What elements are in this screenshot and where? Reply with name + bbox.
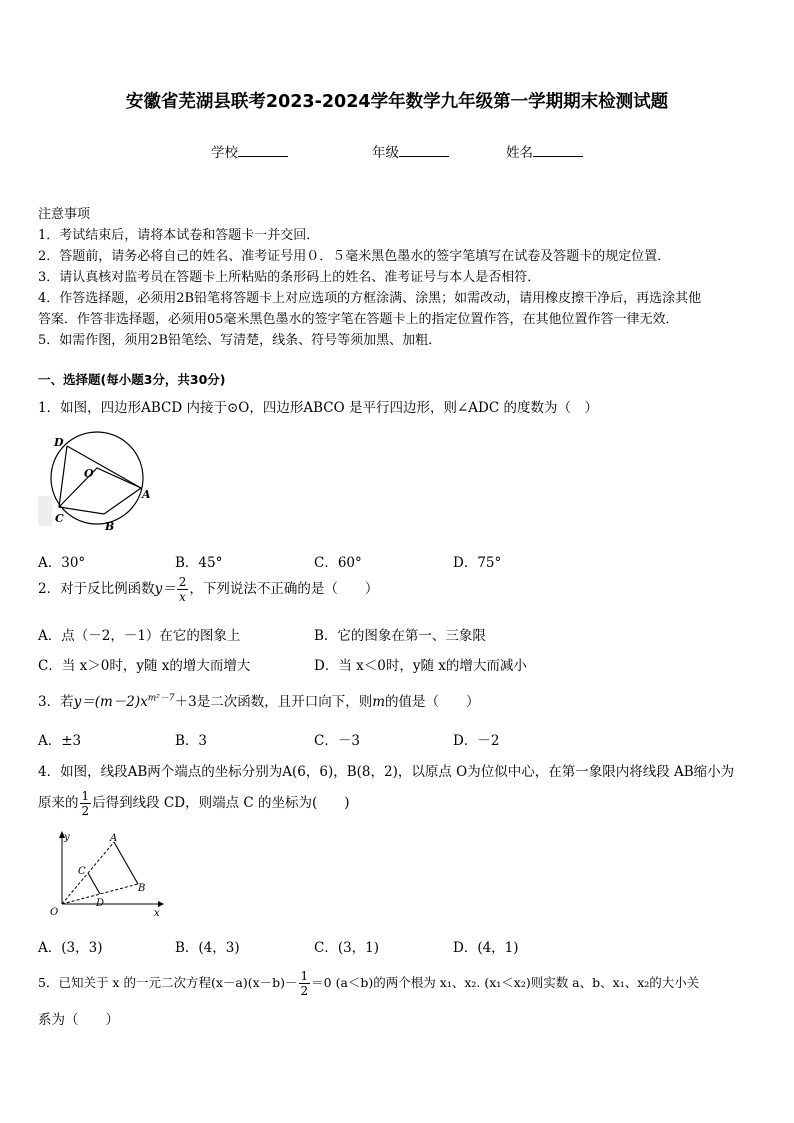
name-blank bbox=[533, 144, 583, 157]
q5-frac-num: 1 bbox=[300, 969, 309, 983]
q2-option-c: C．当 x＞0时，y随 x的增大而增大 bbox=[38, 658, 251, 674]
q4-stem-line2-prefix: 原来的 bbox=[38, 795, 79, 811]
label-a: A bbox=[142, 488, 151, 501]
label-d: D bbox=[96, 898, 105, 909]
scan-smudge bbox=[38, 496, 52, 526]
quad-abcd bbox=[59, 446, 141, 514]
notice-item-1: 1．考试结束后，请将本试卷和答题卡一并交回． bbox=[38, 228, 320, 243]
notice-item-5: 5．如需作图，须用2B铅笔绘、写清楚，线条、符号等须加黑、加粗． bbox=[38, 333, 442, 348]
label-o: O bbox=[50, 907, 59, 918]
q4-frac-num: 1 bbox=[81, 789, 90, 803]
notice-item-2: 2．答题前，请务必将自己的姓名、准考证号用０．５毫米黑色墨水的签字笔填写在试卷及答题卡的规定位置． bbox=[38, 249, 671, 264]
q4-stem-line2 bbox=[38, 790, 350, 817]
name-label: 姓名 bbox=[506, 145, 533, 161]
q1-option-a: A．30° bbox=[38, 555, 86, 571]
q1-option-b: B．45° bbox=[175, 555, 223, 571]
grade-field bbox=[372, 141, 449, 161]
label-b: B bbox=[138, 883, 146, 894]
school-field bbox=[211, 141, 288, 161]
label-c: C bbox=[78, 866, 86, 877]
segment-ab bbox=[114, 842, 138, 884]
q5-stem-line2: 系为（ ） bbox=[38, 1012, 119, 1028]
notice-heading: 注意事项 bbox=[38, 207, 91, 222]
q3-option-d: D．－2 bbox=[453, 733, 500, 749]
q5-stem-prefix: 5．已知关于 x 的一元二次方程 bbox=[38, 975, 211, 990]
school-label: 学校 bbox=[211, 145, 238, 161]
page-title: 安徽省芜湖县联考2023-2024学年数学九年级第一学期期末检测试题 bbox=[125, 92, 669, 112]
q2-stem-suffix: ，下列说法不正确的是（ ） bbox=[189, 581, 379, 597]
q2-stem bbox=[38, 576, 378, 603]
q4-option-c: C．(3，1) bbox=[314, 940, 380, 956]
name-field bbox=[506, 141, 583, 161]
q4-frac-den: 2 bbox=[81, 804, 90, 818]
q5-stem-mid: 的两个根为 x₁、x₂. (x₁＜x₂)则实数 a、b、x₁、x₂的大小关 bbox=[373, 975, 700, 990]
label-d: D bbox=[54, 436, 64, 449]
q5-stem bbox=[38, 970, 699, 997]
label-x: x bbox=[154, 908, 160, 919]
q3-formula-base: y＝(m－2)x bbox=[73, 694, 148, 710]
q4-coordinate-figure bbox=[38, 828, 168, 920]
q4-fraction bbox=[80, 790, 92, 817]
q1-option-d: D．75° bbox=[453, 555, 502, 571]
q2-frac-den: x bbox=[179, 590, 186, 604]
q4-option-b: B．(4，3) bbox=[175, 940, 240, 956]
q3-formula-tail: ＋3 bbox=[174, 694, 197, 710]
q1-circle-figure bbox=[38, 428, 158, 540]
q1-stem: 1．如图，四边形ABCD 内接于⊙O，四边形ABCO 是平行四边形，则∠ADC 的度数为（ ） bbox=[38, 400, 598, 416]
q5-eq-left: (x－a)(x－b)－ bbox=[210, 975, 298, 990]
q4-stem-line2-suffix: 后得到线段 CD，则端点 C 的坐标为( ) bbox=[92, 795, 350, 811]
q4-option-a: A．(3，3) bbox=[38, 940, 103, 956]
circle-o bbox=[51, 432, 143, 524]
section-heading: 一、选择题(每小题3分，共30分) bbox=[38, 372, 226, 387]
segment-cd bbox=[88, 873, 100, 894]
notice-item-4: 4．作答选择题，必须用2B铅笔将答题卡上对应选项的方框涂满、涂黑；如需改动，请用橡皮擦干净后，再选涂其他 bbox=[38, 291, 702, 306]
q3-stem-end: 的值是（ ） bbox=[385, 694, 480, 710]
grade-blank bbox=[399, 144, 449, 157]
q1-option-c: C．60° bbox=[314, 555, 362, 571]
q2-frac-num: 2 bbox=[178, 575, 187, 589]
q3-option-a: A．±3 bbox=[38, 733, 82, 749]
quad-abco bbox=[59, 468, 141, 507]
q2-option-a: A．点（－2，－1）在它的图象上 bbox=[38, 628, 241, 644]
label-b: B bbox=[105, 520, 115, 533]
grade-label: 年级 bbox=[372, 145, 399, 161]
q3-formula-exp: m²－7 bbox=[147, 693, 175, 704]
q2-func-lhs: y＝ bbox=[154, 581, 176, 597]
q2-option-b: B．它的图象在第一、三象限 bbox=[314, 628, 486, 644]
label-c: C bbox=[55, 512, 64, 525]
q5-eq-right: ＝0 (a＜b) bbox=[311, 975, 374, 990]
q3-var: m bbox=[372, 694, 386, 710]
q3-option-b: B．3 bbox=[175, 733, 208, 749]
q2-stem-prefix: 2．对于反比例函数 bbox=[38, 581, 155, 597]
notice-item-4-cont: 答案．作答非选择题，必须用05毫米黑色墨水的签字笔在答题卡上的指定位置作答，在其他位置作答一律无效． bbox=[38, 312, 679, 327]
q3-option-c: C．－3 bbox=[314, 733, 360, 749]
notice-item-3: 3．请认真核对监考员在答题卡上所粘贴的条形码上的姓名、准考证号与本人是否相符． bbox=[38, 270, 541, 285]
label-y: y bbox=[64, 832, 70, 843]
q2-fraction bbox=[177, 576, 189, 603]
q2-option-d: D．当 x＜0时，y随 x的增大而减小 bbox=[314, 658, 527, 674]
q3-stem-prefix: 3．若 bbox=[38, 694, 74, 710]
q4-option-d: D．(4，1) bbox=[453, 940, 519, 956]
q3-stem bbox=[38, 690, 480, 710]
q5-frac-den: 2 bbox=[300, 984, 309, 998]
q5-fraction bbox=[299, 970, 311, 997]
q3-stem-suffix: 是二次函数，且开口向下，则 bbox=[196, 694, 373, 710]
label-a: A bbox=[110, 833, 118, 844]
x-axis-arrow-icon bbox=[158, 901, 164, 907]
label-o: O bbox=[84, 467, 94, 480]
school-blank bbox=[238, 144, 288, 157]
q4-stem-line1: 4．如图，线段AB两个端点的坐标分别为A(6，6)，B(8，2)，以原点 O为位似中心，在第一象限内将线段 AB缩小为 bbox=[38, 764, 735, 780]
